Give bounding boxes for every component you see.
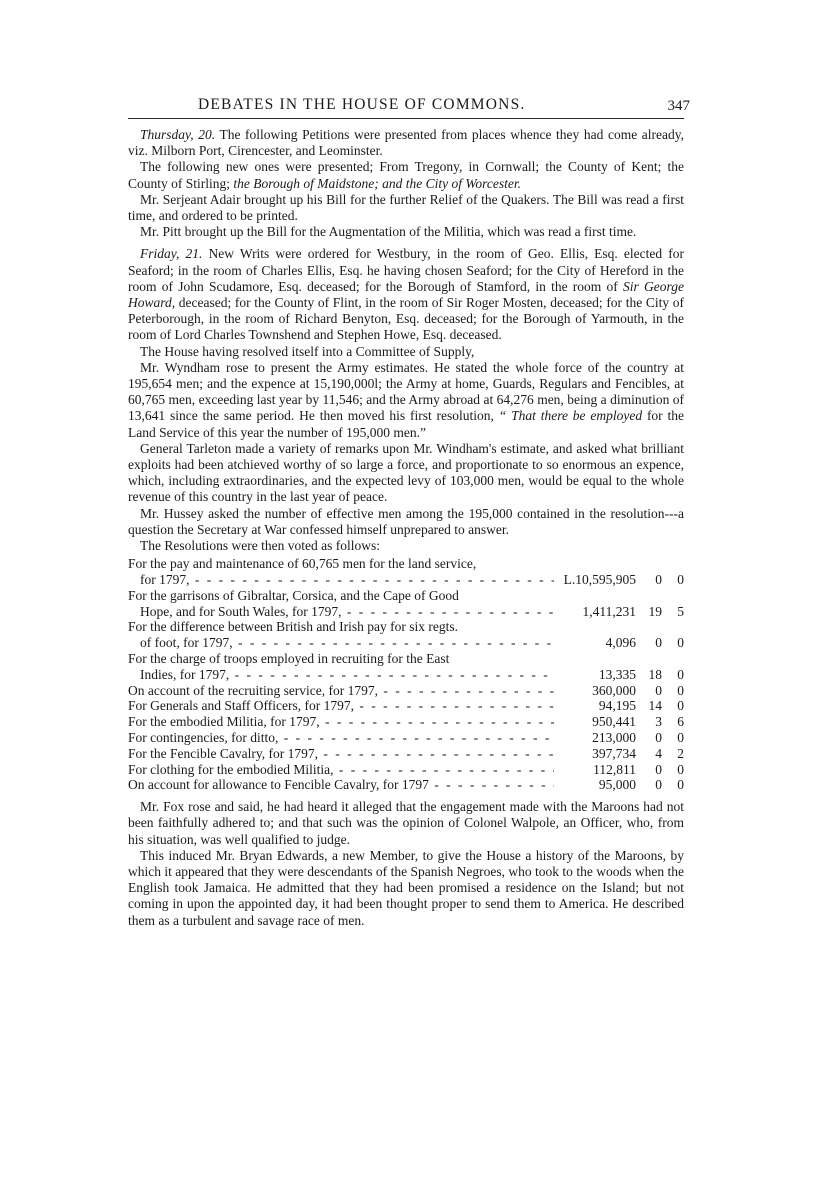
resolution-label: Hope, and for South Wales, for 1797, - - - <box>128 604 554 620</box>
resolution-amount-pence: 0 <box>677 635 684 651</box>
resolution-row <box>128 698 684 714</box>
resolution-label: For clothing for the embodied Militia, - - - <box>128 762 554 778</box>
resolution-amount-shillings: 18 <box>648 666 662 682</box>
resolution-amount-pence: 0 <box>677 698 684 714</box>
date-lead-friday: Friday, 21. <box>140 246 203 262</box>
book-page <box>128 96 690 929</box>
resolution-label: For the difference between British and Irish pay for six regts. <box>128 619 459 635</box>
resolution-row <box>128 777 684 793</box>
paragraph-militia-bill: Mr. Pitt brought up the Bill for the Augmentation of the Militia, which was read a first time. <box>140 224 637 240</box>
resolution-row <box>128 556 684 572</box>
resolution-amount-pence: 0 <box>677 666 684 682</box>
resolution-amount-shillings: 0 <box>655 682 662 698</box>
paragraph-resolutions-intro: The Resolutions were then voted as follows: <box>140 538 380 554</box>
resolution-label: for 1797, - - - <box>128 572 554 588</box>
resolution-label: On account for allowance to Fencible Cavalry, for 1797 - - - <box>128 777 554 793</box>
paragraph-text: deceased; for the County of Flint, in the room of Sir Roger Mosten, deceased; for the City of Peterborough, in the room of Richard Benyton, Esq. deceased; for the Borough of Yarmouth, in the room of Lord Charles Townshend and Stephen Howe, Esq. deceased. <box>128 295 685 343</box>
paragraph-quakers-bill: Mr. Serjeant Adair brought up his Bill for the further Relief of the Quakers. The Bill was read a first time, and ordered to be printed. <box>128 191 684 224</box>
resolution-row <box>128 635 684 651</box>
paragraph-friday-writs <box>128 246 684 343</box>
resolution-label: Indies, for 1797, - - - <box>128 667 554 683</box>
resolution-amount-pounds: L.10,595,905 <box>563 572 636 588</box>
resolution-amount-shillings: 19 <box>648 603 662 619</box>
paragraph-committee-of-supply: The House having resolved itself into a Committee of Supply, <box>140 343 475 359</box>
paragraph-text: for the Land Service of this year the number of 195,000 men.” <box>128 408 685 440</box>
resolution-amount-pence: 6 <box>677 714 684 730</box>
running-header <box>128 96 690 119</box>
resolution-row <box>128 746 684 762</box>
paragraph-fox-maroons: Mr. Fox rose and said, he had heard it alleged that the engagement made with the Maroons had not been faithfully adhered to; and that such was the opinion of Colonel Walpole, an Officer, who, from his situation, was well qualified to judge. <box>128 799 684 847</box>
resolution-row <box>128 572 684 588</box>
paragraph-italic-text: the Borough of Maidstone; and the City of Worcester. <box>233 175 521 191</box>
paragraph-edwards-maroons: This induced Mr. Bryan Edwards, a new Member, to give the House a history of the Maroons, by which it appeared that they were descendants of the Spanish Negroes, who took to the woods when the English took Jamaica. He admitted that they had been promised a residence on the Island; but not coming in upon the appointed day, it had been thought proper to send them to America. He described them as a turbulent and savage race of men. <box>128 847 684 928</box>
resolution-row <box>128 762 684 778</box>
resolution-amount-pence: 0 <box>677 761 684 777</box>
resolution-amount-shillings: 0 <box>655 730 662 746</box>
paragraph-wyndham-estimates <box>128 360 684 441</box>
resolution-amount-pence: 2 <box>677 745 684 761</box>
resolution-row <box>128 588 684 604</box>
resolution-amount-pounds: 397,734 <box>592 745 636 761</box>
resolution-row <box>128 667 684 683</box>
resolution-amount-pounds: 94,195 <box>598 698 636 714</box>
resolution-row <box>128 683 684 699</box>
resolution-amount-pence: 0 <box>677 682 684 698</box>
resolution-amount-pounds: 213,000 <box>592 730 636 746</box>
paragraph-thursday-petitions <box>128 127 684 159</box>
resolution-amount-pence: 5 <box>677 603 684 619</box>
resolution-label: For the Fencible Cavalry, for 1797, - - - <box>128 746 554 762</box>
resolution-row <box>128 730 684 746</box>
paragraph-italic-text: Sir George Howard, <box>128 278 684 311</box>
running-title: DEBATES IN THE HOUSE OF COMMONS. <box>198 96 526 113</box>
paragraph-new-petitions <box>128 159 684 191</box>
resolution-amount-pounds: 4,096 <box>605 635 636 651</box>
resolution-row <box>128 651 684 667</box>
resolution-row <box>128 604 684 620</box>
resolutions-table <box>128 556 684 793</box>
resolution-label: For the garrisons of Gibraltar, Corsica, and the Cape of Good <box>128 587 459 603</box>
resolution-label: of foot, for 1797, - - - <box>128 635 554 651</box>
resolution-amount-pounds: 112,811 <box>593 761 636 777</box>
resolution-amount-pounds: 360,000 <box>592 682 636 698</box>
resolution-row <box>128 714 684 730</box>
resolution-amount-pounds: 1,411,231 <box>582 603 636 619</box>
page-number: 347 <box>667 98 690 114</box>
resolution-amount-pence: 0 <box>677 572 684 588</box>
paragraph-hussey-question: Mr. Hussey asked the number of effective men among the 195,000 contained in the resolution---a question the Secretary at War confessed himself unprepared to answer. <box>128 505 684 537</box>
resolution-amount-shillings: 0 <box>655 761 662 777</box>
date-lead-thursday: Thursday, 20. <box>140 127 216 142</box>
resolution-amount-shillings: 14 <box>648 698 662 714</box>
paragraph-text: New Writs were ordered for Westbury, in the room of Geo. Ellis, Esq. elected for Seaford; in the room of Charles Ellis, Esq. he having chosen Seaford; for the City of Hereford in the room of John Scudamore, Esq. deceased; for the Borough of Stamford, in the room of <box>128 246 685 294</box>
resolution-label: For the charge of troops employed in recruiting for the East <box>128 651 450 667</box>
resolution-row <box>128 619 684 635</box>
resolution-label: For the pay and maintenance of 60,765 men for the land service, <box>128 556 477 572</box>
resolution-amount-shillings: 0 <box>655 635 662 651</box>
paragraph-text: The following new ones were presented; From Tregony, in Cornwall; the County of Kent; the County of Stirling; <box>128 159 684 191</box>
resolution-label: For the embodied Militia, for 1797, - - - <box>128 714 554 730</box>
resolution-amount-shillings: 0 <box>655 777 662 793</box>
paragraph-tarleton-remarks: General Tarleton made a variety of remarks upon Mr. Windham's estimate, and asked what brilliant exploits had been atchieved worthy of so large a force, and proportionate to so enormous an expence, which, including extraordinaries, and the expected levy of 103,000 men, would be equal to the whole revenue of this country in the last year of peace. <box>128 440 684 505</box>
resolution-amount-pounds: 13,335 <box>598 666 636 682</box>
resolution-amount-pounds: 950,441 <box>592 714 636 730</box>
resolution-amount-shillings: 0 <box>655 572 662 588</box>
paragraph-italic-text: “ That there be employed <box>498 408 643 424</box>
resolution-amount-shillings: 3 <box>655 714 662 730</box>
resolution-amount-shillings: 4 <box>655 745 662 761</box>
resolution-amount-pence: 0 <box>677 730 684 746</box>
resolution-label: On account of the recruiting service, for 1797, - - - <box>128 683 554 699</box>
resolution-label: For contingencies, for ditto, - - - <box>128 730 554 746</box>
resolution-amount-pounds: 95,000 <box>598 777 636 793</box>
paragraph-text: Mr. Wyndham rose to present the Army estimates. He stated the whole force of the country at 195,654 men; and the expence at 15,190,000l; the Army at home, Guards, Regulars and Fencibles, at 60,765 men, exceeding last year by 11,546; and the Army abroad at 64,276 men, being a diminution of 13,641 since the same period. He then moved his first resolution, <box>128 359 684 424</box>
resolution-amount-pence: 0 <box>677 777 684 793</box>
paragraph-text: The following Petitions were presented from places whence they had come already, viz. Milborn Port, Cirencester, and Leominster. <box>128 127 684 159</box>
resolution-label: For Generals and Staff Officers, for 1797, - - - <box>128 698 554 714</box>
